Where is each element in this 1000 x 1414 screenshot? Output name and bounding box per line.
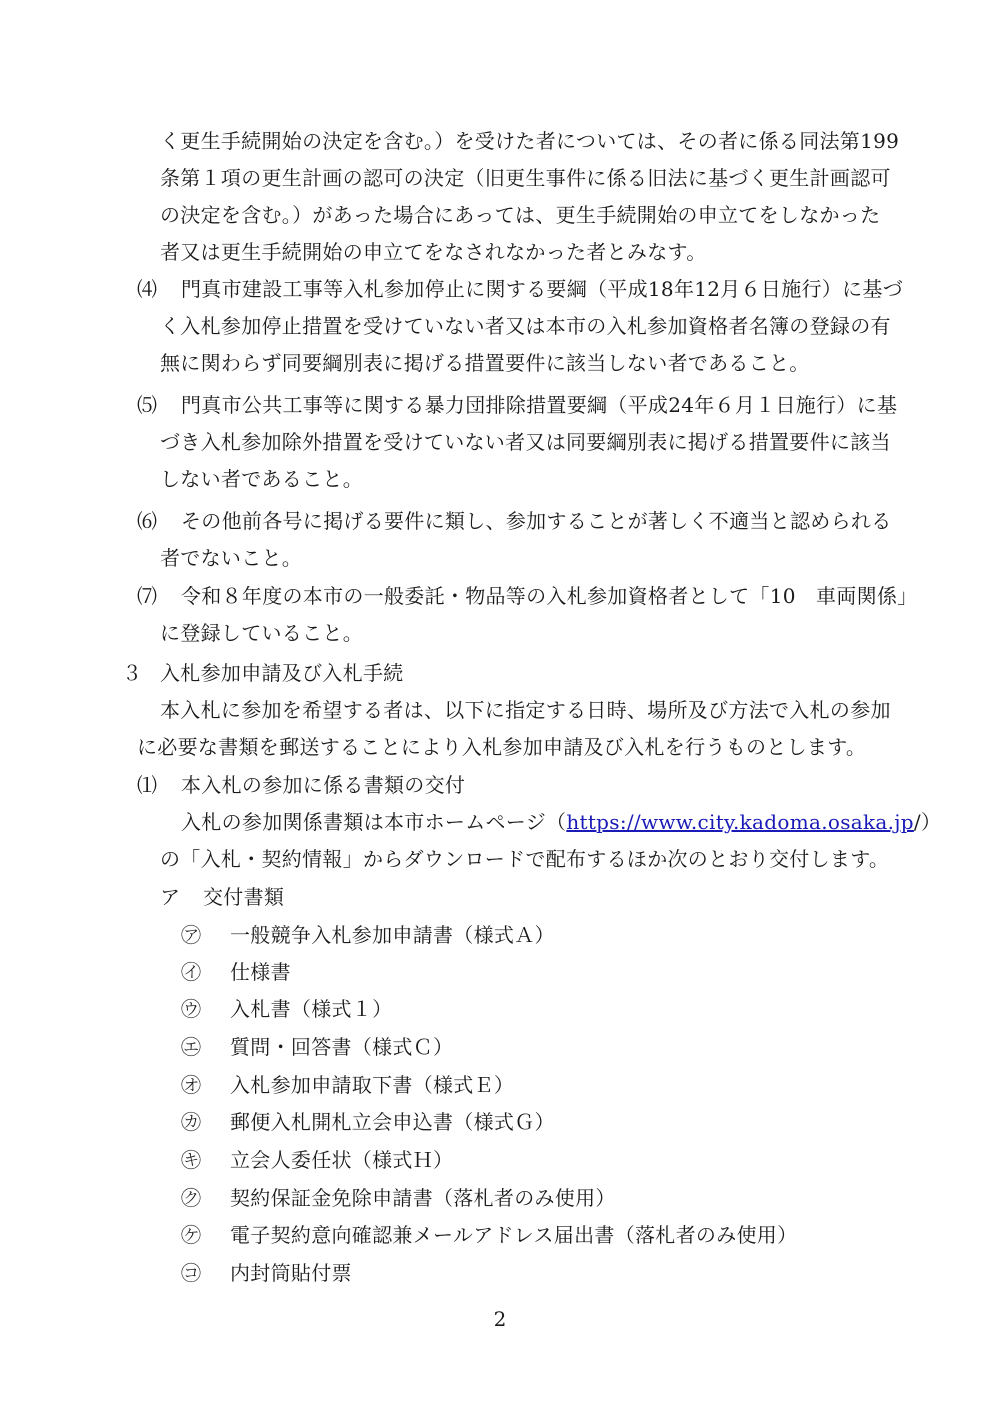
item-text: づき入札参加除外措置を受けていない者又は同要綱別表に掲げる措置要件に該当 [160, 430, 891, 454]
doc-item: 質問・回答書（様式Ｃ） [230, 1035, 454, 1059]
text-line: の決定を含む。）があった場合にあっては、更生手続開始の申立てをしなかった [160, 203, 881, 227]
doc-item: 立会人委任状（様式Ｈ） [230, 1148, 454, 1172]
doc-item: 契約保証金免除申請書（落札者のみ使用） [230, 1186, 616, 1210]
doc-marker: ㋗ [181, 1186, 202, 1210]
text-line: 条第１項の更生計画の認可の決定（旧更生事件に係る旧法に基づく更生計画認可 [160, 166, 891, 190]
item-marker: ⑷ [137, 277, 158, 301]
text-line: 者又は更生手続開始の申立てをなされなかった者とみなす。 [160, 240, 707, 264]
section-title: 入札参加申請及び入札手続 [160, 661, 404, 685]
item-marker: ⑴ [137, 773, 158, 797]
paragraph-text: /） [913, 810, 942, 834]
doc-marker: ㋐ [181, 923, 202, 947]
item-text: 門真市公共工事等に関する暴力団排除措置要綱（平成24年６月１日施行）に基 [181, 393, 898, 417]
text-line: く更生手続開始の決定を含む。）を受けた者については、その者に係る同法第199 [160, 129, 900, 153]
item-text: に登録していること。 [160, 621, 363, 645]
item-marker: ⑹ [137, 509, 158, 533]
homepage-link[interactable]: https://www.city.kadoma.osaka.jp [566, 810, 914, 834]
doc-marker: ㋑ [181, 960, 202, 984]
doc-marker: ㋔ [181, 1073, 202, 1097]
item-marker: ⑺ [137, 584, 158, 608]
doc-item: 入札参加申請取下書（様式Ｅ） [230, 1073, 515, 1097]
doc-item: 郵便入札開札立会申込書（様式Ｇ） [230, 1110, 555, 1134]
doc-item: 入札書（様式１） [230, 997, 393, 1021]
subsection-paragraph [181, 810, 941, 834]
subsection-paragraph: の「入札・契約情報」からダウンロードで配布するほか次のとおり交付します。 [160, 847, 890, 871]
section-paragraph: に必要な書類を郵送することにより入札参加申請及び入札を行うものとします。 [137, 735, 867, 759]
doc-marker: ㋘ [181, 1223, 202, 1247]
doc-marker: ㋓ [181, 1035, 202, 1059]
doc-marker: ㋖ [181, 1148, 202, 1172]
doc-marker: ㋙ [181, 1261, 202, 1285]
item-text: しない者であること。 [160, 467, 363, 491]
section-paragraph: 本入札に参加を希望する者は、以下に指定する日時、場所及び方法で入札の参加 [160, 698, 891, 722]
item-text: 無に関わらず同要綱別表に掲げる措置要件に該当しない者であること。 [160, 351, 810, 375]
item-marker: ⑸ [137, 393, 158, 417]
doc-marker: ㋕ [181, 1110, 202, 1134]
paragraph-text: 入札の参加関係書類は本市ホームページ（ [181, 810, 567, 834]
item-text: く入札参加停止措置を受けていない者又は本市の入札参加資格者名簿の登録の有 [160, 314, 891, 338]
item-text: その他前各号に掲げる要件に類し、参加することが著しく不適当と認められる [181, 509, 892, 533]
item-text: 令和８年度の本市の一般委託・物品等の入札参加資格者として「10 車両関係」 [181, 584, 918, 608]
item-text: 者でないこと。 [160, 546, 303, 570]
page-number: 2 [493, 1307, 507, 1331]
doc-item: 仕様書 [230, 960, 291, 984]
doc-item: 一般競争入札参加申請書（様式Ａ） [230, 923, 555, 947]
subsection-title: 交付書類 [203, 885, 285, 909]
item-marker: ア [160, 885, 181, 909]
item-text: 門真市建設工事等入札参加停止に関する要綱（平成18年12月６日施行）に基づ [181, 277, 903, 301]
doc-item: 内封筒貼付票 [230, 1261, 352, 1285]
doc-item: 電子契約意向確認兼メールアドレス届出書（落札者のみ使用） [230, 1223, 798, 1247]
section-number: ３ [122, 661, 143, 685]
subsection-title: 本入札の参加に係る書類の交付 [181, 773, 466, 797]
doc-marker: ㋒ [181, 997, 202, 1021]
